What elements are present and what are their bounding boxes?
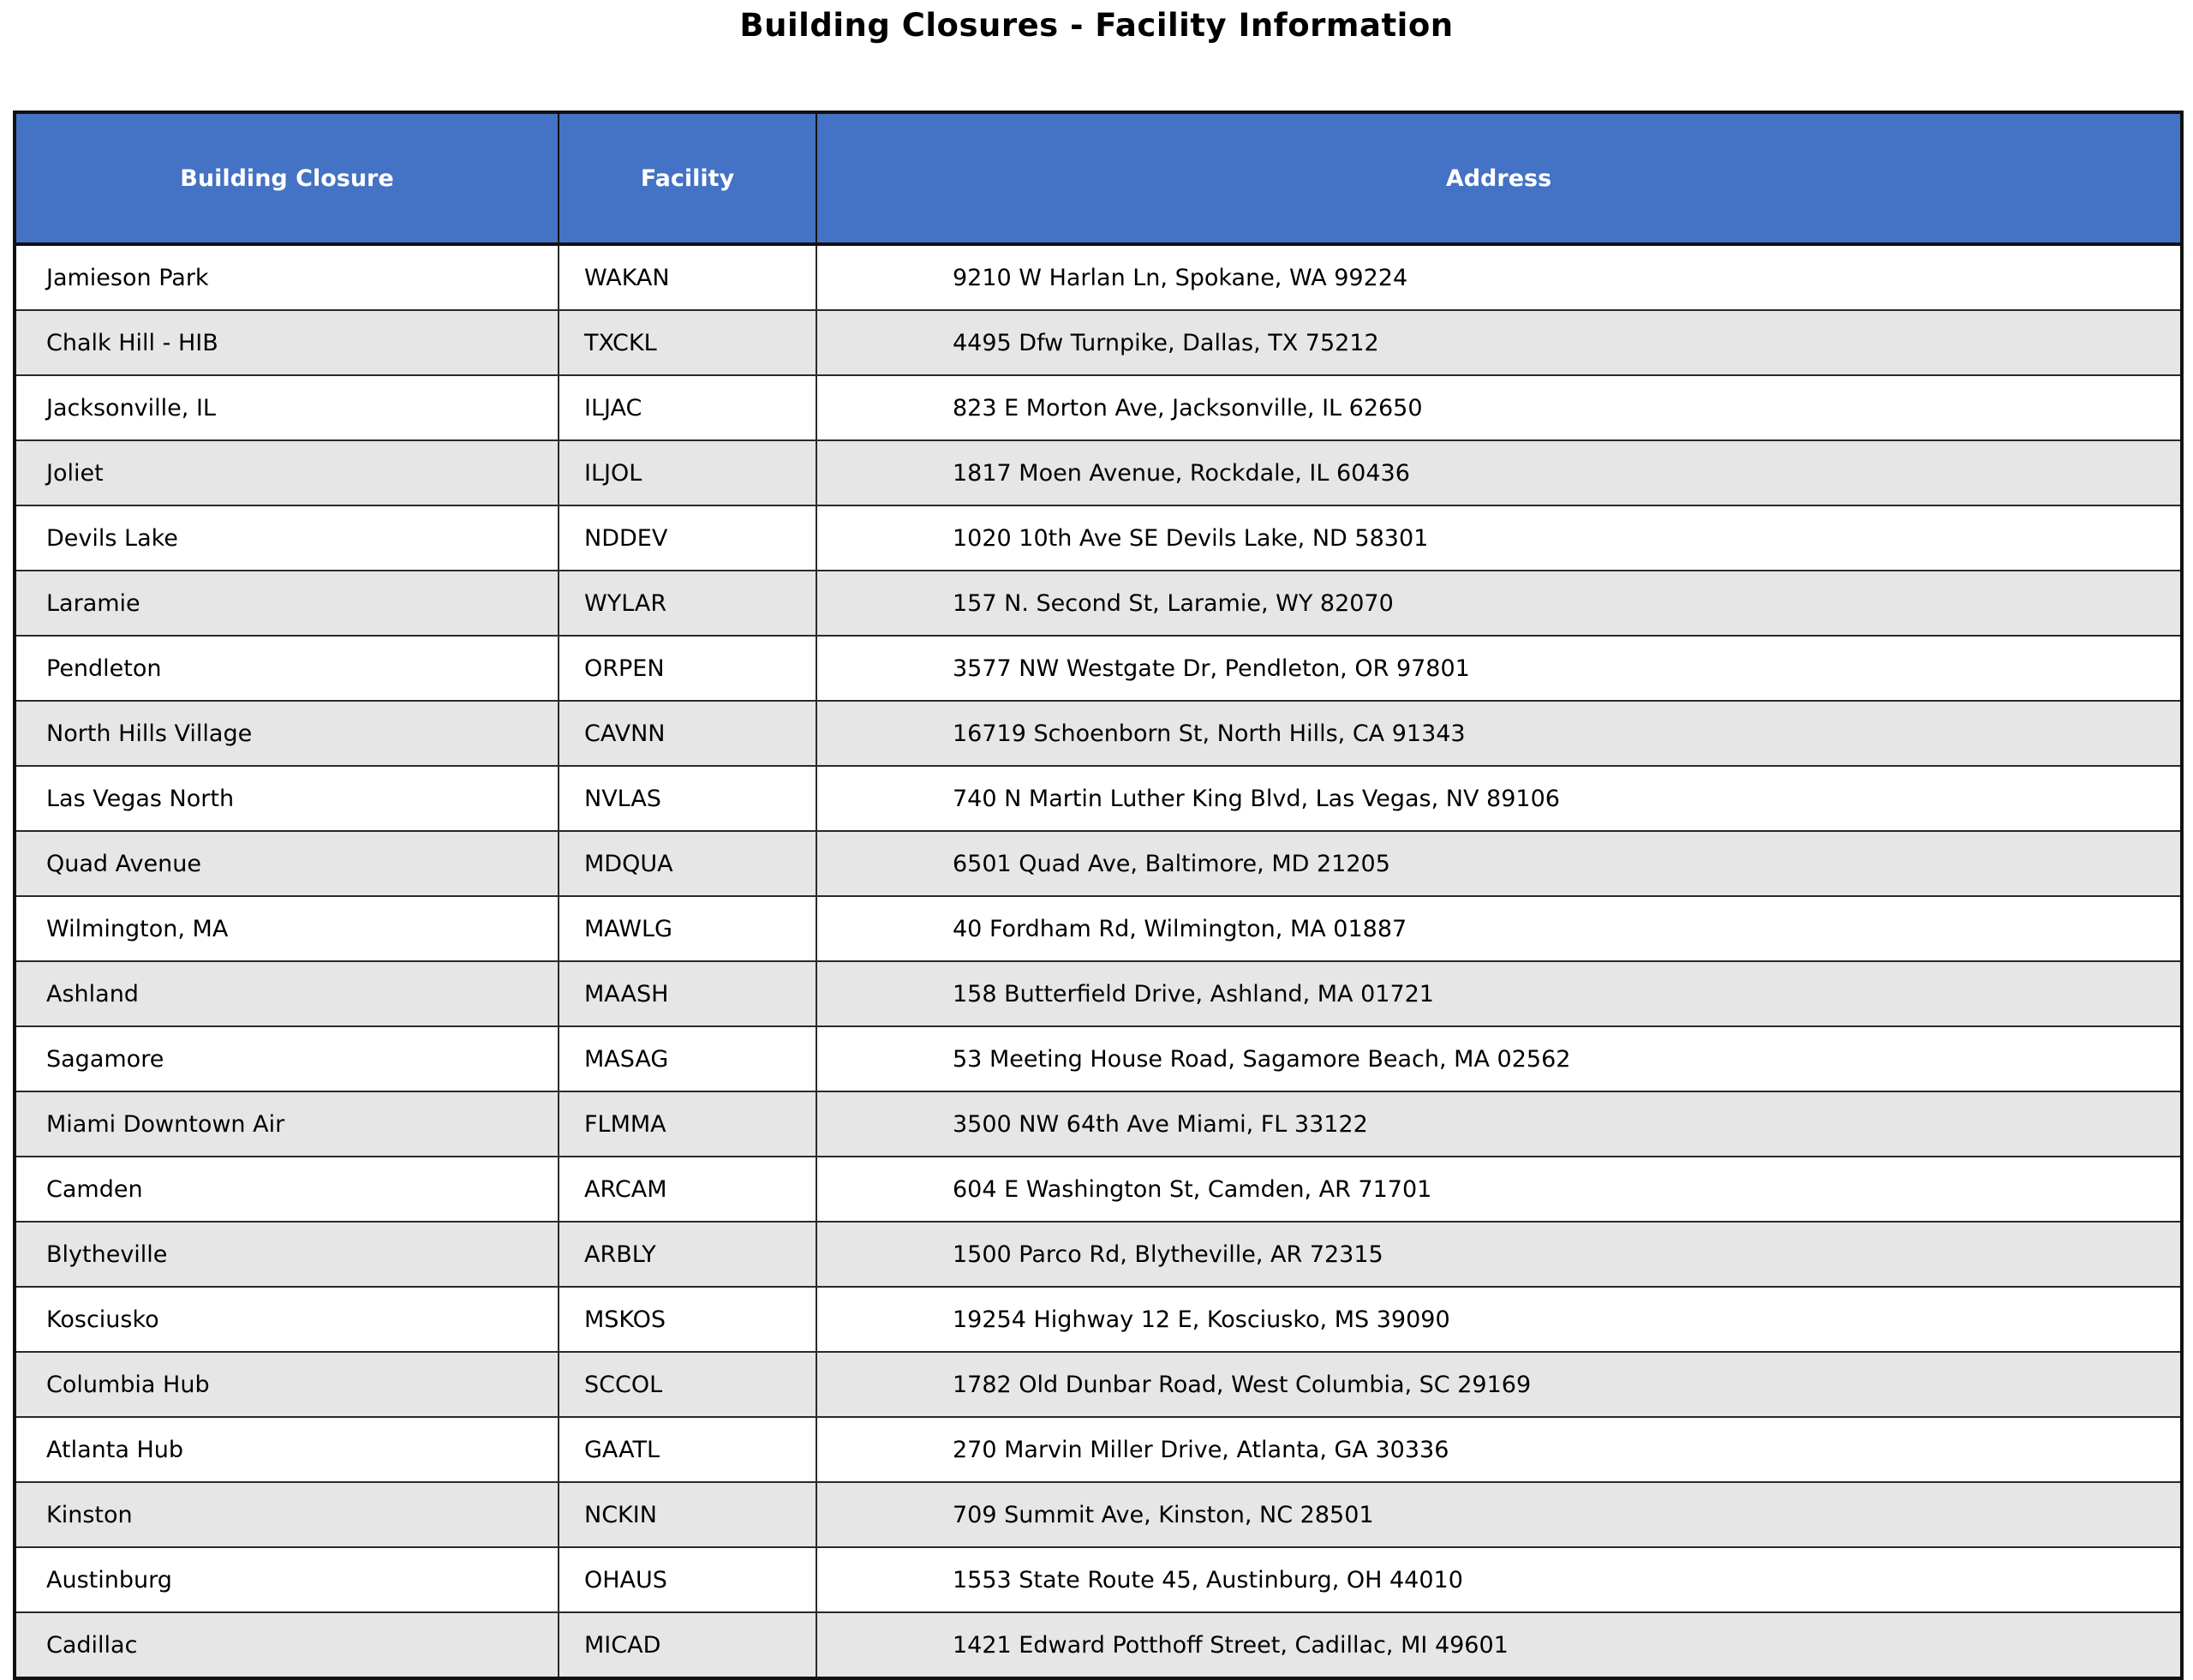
table-row — [15, 1417, 2182, 1482]
cell-address: 740 N Martin Luther King Blvd, Las Vegas, NV 89106 — [816, 766, 2182, 831]
cell-address: 6501 Quad Ave, Baltimore, MD 21205 — [816, 831, 2182, 896]
cell-building-closure: Wilmington, MA — [15, 896, 559, 961]
cell-facility-code: GAATL — [559, 1417, 816, 1482]
cell-facility-code: ARCAM — [559, 1157, 816, 1222]
column-header-facility: Facility — [559, 112, 816, 244]
cell-facility-code: NDDEV — [559, 505, 816, 571]
facility-table-body — [15, 244, 2182, 1678]
cell-building-closure: Atlanta Hub — [15, 1417, 559, 1482]
table-row — [15, 636, 2182, 701]
cell-building-closure: North Hills Village — [15, 701, 559, 766]
cell-building-closure: Kosciusko — [15, 1287, 559, 1352]
cell-facility-code: MICAD — [559, 1612, 816, 1678]
table-row — [15, 1222, 2182, 1287]
cell-building-closure: Camden — [15, 1157, 559, 1222]
cell-address: 709 Summit Ave, Kinston, NC 28501 — [816, 1482, 2182, 1547]
table-row — [15, 244, 2182, 310]
cell-building-closure: Miami Downtown Air — [15, 1091, 559, 1157]
table-row — [15, 571, 2182, 636]
cell-address: 9210 W Harlan Ln, Spokane, WA 99224 — [816, 244, 2182, 310]
cell-building-closure: Laramie — [15, 571, 559, 636]
table-row — [15, 701, 2182, 766]
cell-facility-code: NVLAS — [559, 766, 816, 831]
cell-address: 604 E Washington St, Camden, AR 71701 — [816, 1157, 2182, 1222]
table-row — [15, 896, 2182, 961]
cell-facility-code: ILJAC — [559, 375, 816, 440]
table-row — [15, 1612, 2182, 1678]
facility-table — [13, 111, 2184, 1680]
table-header-row — [15, 112, 2182, 244]
table-row — [15, 1547, 2182, 1612]
cell-building-closure: Las Vegas North — [15, 766, 559, 831]
table-row — [15, 766, 2182, 831]
cell-address: 1020 10th Ave SE Devils Lake, ND 58301 — [816, 505, 2182, 571]
table-row — [15, 505, 2182, 571]
cell-building-closure: Ashland — [15, 961, 559, 1026]
cell-facility-code: NCKIN — [559, 1482, 816, 1547]
table-row — [15, 1352, 2182, 1417]
cell-building-closure: Devils Lake — [15, 505, 559, 571]
cell-building-closure: Sagamore — [15, 1026, 559, 1091]
cell-building-closure: Quad Avenue — [15, 831, 559, 896]
cell-facility-code: CAVNN — [559, 701, 816, 766]
table-row — [15, 1026, 2182, 1091]
cell-address: 270 Marvin Miller Drive, Atlanta, GA 30336 — [816, 1417, 2182, 1482]
table-row — [15, 440, 2182, 505]
table-row — [15, 1157, 2182, 1222]
cell-facility-code: TXCKL — [559, 310, 816, 375]
cell-building-closure: Pendleton — [15, 636, 559, 701]
cell-address: 4495 Dfw Turnpike, Dallas, TX 75212 — [816, 310, 2182, 375]
cell-building-closure: Jacksonville, IL — [15, 375, 559, 440]
column-header-building-closure: Building Closure — [15, 112, 559, 244]
cell-address: 158 Butterfield Drive, Ashland, MA 01721 — [816, 961, 2182, 1026]
cell-building-closure: Jamieson Park — [15, 244, 559, 310]
cell-address: 16719 Schoenborn St, North Hills, CA 91343 — [816, 701, 2182, 766]
cell-address: 157 N. Second St, Laramie, WY 82070 — [816, 571, 2182, 636]
cell-address: 40 Fordham Rd, Wilmington, MA 01887 — [816, 896, 2182, 961]
cell-building-closure: Columbia Hub — [15, 1352, 559, 1417]
cell-facility-code: WAKAN — [559, 244, 816, 310]
cell-facility-code: OHAUS — [559, 1547, 816, 1612]
cell-building-closure: Austinburg — [15, 1547, 559, 1612]
table-row — [15, 310, 2182, 375]
cell-facility-code: SCCOL — [559, 1352, 816, 1417]
cell-building-closure: Joliet — [15, 440, 559, 505]
cell-facility-code: MSKOS — [559, 1287, 816, 1352]
table-row — [15, 375, 2182, 440]
table-row — [15, 1287, 2182, 1352]
cell-address: 3500 NW 64th Ave Miami, FL 33122 — [816, 1091, 2182, 1157]
column-header-address: Address — [816, 112, 2182, 244]
cell-facility-code: MAWLG — [559, 896, 816, 961]
cell-facility-code: ORPEN — [559, 636, 816, 701]
cell-building-closure: Chalk Hill - HIB — [15, 310, 559, 375]
cell-address: 19254 Highway 12 E, Kosciusko, MS 39090 — [816, 1287, 2182, 1352]
cell-facility-code: MASAG — [559, 1026, 816, 1091]
cell-facility-code: MDQUA — [559, 831, 816, 896]
table-row — [15, 831, 2182, 896]
table-row — [15, 961, 2182, 1026]
cell-address: 1817 Moen Avenue, Rockdale, IL 60436 — [816, 440, 2182, 505]
cell-address: 53 Meeting House Road, Sagamore Beach, MA 02562 — [816, 1026, 2182, 1091]
table-row — [15, 1482, 2182, 1547]
cell-building-closure: Blytheville — [15, 1222, 559, 1287]
cell-facility-code: MAASH — [559, 961, 816, 1026]
cell-facility-code: ARBLY — [559, 1222, 816, 1287]
cell-facility-code: ILJOL — [559, 440, 816, 505]
cell-facility-code: FLMMA — [559, 1091, 816, 1157]
cell-address: 823 E Morton Ave, Jacksonville, IL 62650 — [816, 375, 2182, 440]
cell-building-closure: Kinston — [15, 1482, 559, 1547]
cell-address: 1553 State Route 45, Austinburg, OH 44010 — [816, 1547, 2182, 1612]
cell-address: 3577 NW Westgate Dr, Pendleton, OR 97801 — [816, 636, 2182, 701]
cell-facility-code: WYLAR — [559, 571, 816, 636]
page-title: Building Closures - Facility Information — [739, 7, 1454, 44]
cell-address: 1421 Edward Potthoff Street, Cadillac, MI 49601 — [816, 1612, 2182, 1678]
cell-address: 1500 Parco Rd, Blytheville, AR 72315 — [816, 1222, 2182, 1287]
table-row — [15, 1091, 2182, 1157]
cell-building-closure: Cadillac — [15, 1612, 559, 1678]
cell-address: 1782 Old Dunbar Road, West Columbia, SC 29169 — [816, 1352, 2182, 1417]
